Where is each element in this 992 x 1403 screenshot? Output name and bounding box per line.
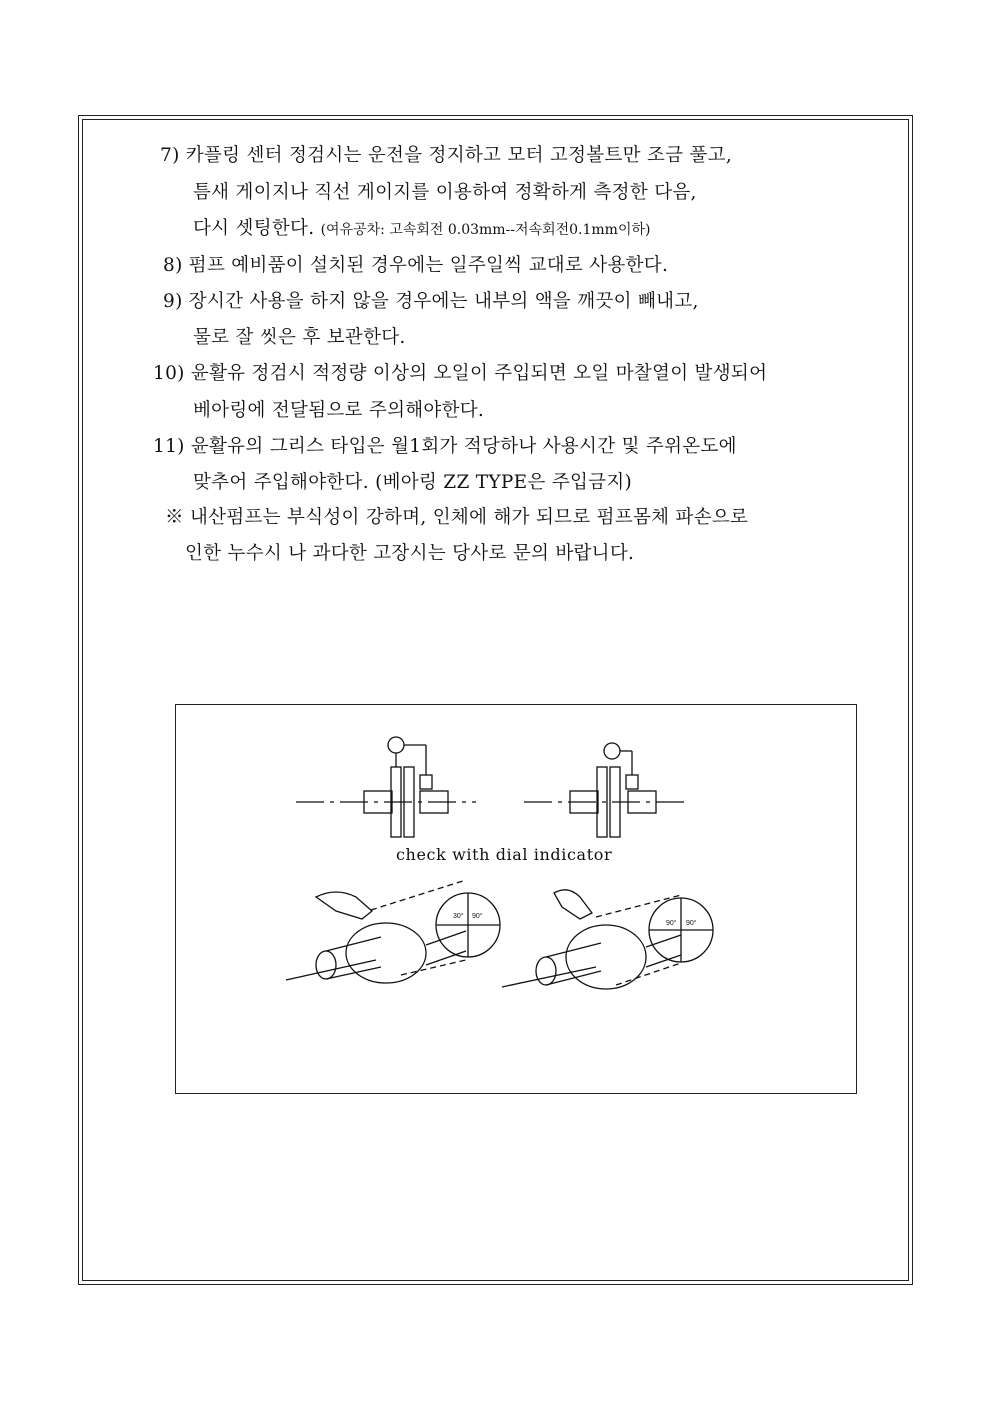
item-11-line-2: 맞추어 주입해야한다. (베아링 ZZ TYPE은 주입금지) bbox=[193, 472, 633, 493]
shaft-illustration-right bbox=[502, 890, 713, 989]
item-10-line-2: 베아링에 전달됨으로 주의해야한다. bbox=[193, 400, 485, 421]
coupling-diagram-left bbox=[296, 737, 476, 837]
item-7-line-2: 틈새 게이지나 직선 게이지를 이용하여 정확하게 측정한 다음, bbox=[193, 182, 697, 203]
angle-label-right-2: 90° bbox=[686, 920, 697, 927]
item-10-line-1: 10) 윤활유 정검시 적정량 이상의 오일이 주입되면 오일 마찰열이 발생되어 bbox=[153, 363, 768, 384]
note-line-2: 인한 누수시 나 과다한 고장시는 당사로 문의 바랍니다. bbox=[185, 543, 635, 564]
alignment-illustration bbox=[176, 705, 856, 1093]
angle-label-right: 90° bbox=[666, 920, 677, 927]
shaft-illustration-left bbox=[286, 880, 500, 983]
item-11-line-1: 11) 윤활유의 그리스 타입은 월1회가 적당하나 사용시간 및 주위온도에 bbox=[153, 436, 737, 457]
item-9-line-1: 9) 장시간 사용을 하지 않을 경우에는 내부의 액을 깨끗이 빼내고, bbox=[163, 291, 699, 312]
note-line-1: ※ 내산펌프는 부식성이 강하며, 인체에 해가 되므로 펌프몸체 파손으로 bbox=[165, 507, 749, 528]
coupling-diagram-right bbox=[524, 743, 688, 837]
tolerance-note: (여유공차: 고속회전 0.03mm--저속회전0.1mm이하) bbox=[320, 222, 651, 238]
angle-label-left: 30° bbox=[453, 913, 464, 920]
item-9-line-2: 물로 잘 씻은 후 보관한다. bbox=[193, 327, 406, 348]
item-7-line-3 bbox=[193, 214, 650, 240]
item-7-line-3-text: 다시 셋팅한다. bbox=[193, 218, 315, 239]
coupling-alignment-figure bbox=[175, 704, 857, 1094]
angle-label-left-2: 90° bbox=[472, 913, 483, 920]
item-7-line-1: 7) 카플링 센터 정검시는 운전을 정지하고 모터 고정볼트만 조금 풀고, bbox=[160, 145, 733, 166]
figure-caption: check with dial indicator bbox=[396, 845, 613, 864]
item-8-line-1: 8) 펌프 예비품이 설치된 경우에는 일주일씩 교대로 사용한다. bbox=[163, 255, 669, 276]
